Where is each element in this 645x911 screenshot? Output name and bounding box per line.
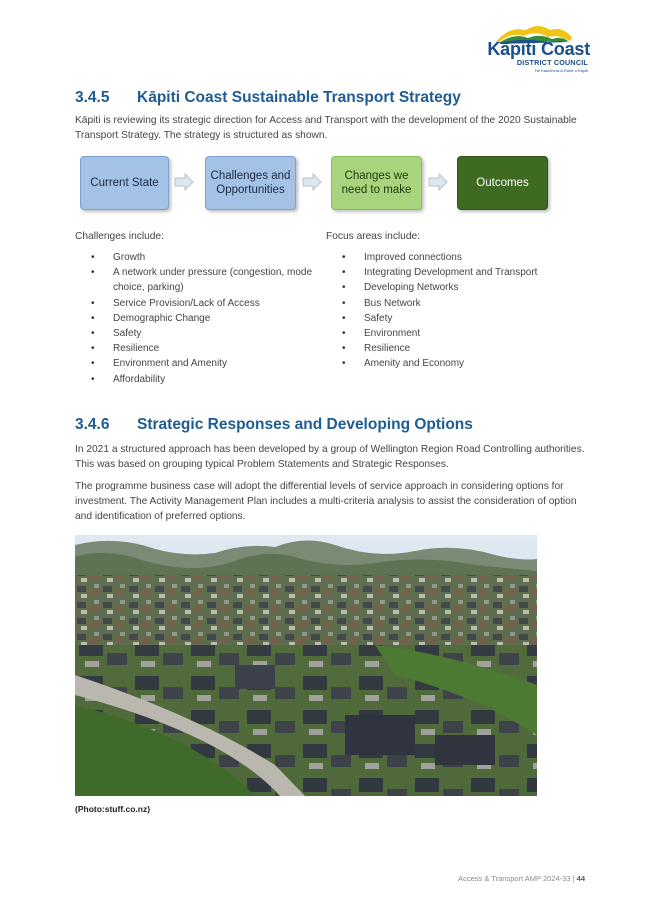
aerial-photo	[75, 535, 537, 796]
flow-step-outcomes: Outcomes	[457, 156, 548, 210]
flow-step-changes: Changes we need to make	[331, 156, 422, 210]
list-item: • Affordability	[75, 372, 330, 387]
section-paragraph-1: In 2021 a structured approach has been developed by a group of Wellington Region Road Controlling authorities. This was based on grouping typical Problem Statements and Strategic Responses.	[75, 444, 585, 470]
footer-doc-title: Access & Transport AMP 2024-33	[458, 874, 571, 883]
list-item: • Service Provision/Lack of Access	[75, 296, 330, 311]
list-item: • Environment	[326, 326, 591, 341]
section-title: Strategic Responses and Developing Options	[137, 416, 473, 433]
list-item: • Integrating Development and Transport	[326, 265, 591, 280]
list-item: • Amenity and Economy	[326, 356, 591, 371]
aerial-photo-image	[75, 535, 537, 796]
section-number: 3.4.5	[75, 89, 110, 106]
page-number: 44	[576, 874, 585, 883]
list-item: • A network under pressure (congestion, mode choice, parking)	[75, 265, 330, 295]
section-heading-346	[75, 415, 595, 435]
section-intro-text: Kāpiti is reviewing its strategic direction for Access and Transport with the development of the 2020 Sustainable Transport Strategy. The strategy is structured as shown.	[75, 115, 577, 141]
arrow-right-icon	[302, 173, 322, 191]
footer-separator: |	[572, 874, 575, 883]
focus-lead: Focus areas include:	[326, 231, 421, 242]
list-item: • Environment and Amenity	[75, 356, 330, 371]
arrow-right-icon	[428, 173, 448, 191]
flow-step-current-state: Current State	[80, 156, 169, 210]
list-item: • Developing Networks	[326, 280, 591, 295]
flow-step-challenges: Challenges and Opportunities	[205, 156, 296, 210]
logo-subtitle: DISTRICT COUNCIL	[516, 58, 588, 67]
logo-tagline: He Kaunihera ā-Rohe o Kāpiti	[534, 68, 588, 73]
list-item: • Bus Network	[326, 296, 591, 311]
section-heading-345	[75, 88, 595, 108]
challenges-lead: Challenges include:	[75, 231, 164, 242]
list-item: • Resilience	[75, 341, 330, 356]
arrow-right-icon	[174, 173, 194, 191]
list-item: • Safety	[326, 311, 591, 326]
list-item: • Resilience	[326, 341, 591, 356]
list-item: • Demographic Change	[75, 311, 330, 326]
challenges-list	[75, 250, 330, 387]
focus-list	[326, 250, 591, 372]
section-title: Kāpiti Coast Sustainable Transport Strategy	[137, 89, 461, 106]
section-number: 3.4.6	[75, 416, 110, 433]
list-item: • Improved connections	[326, 250, 591, 265]
page-footer	[380, 874, 585, 883]
list-item: • Safety	[75, 326, 330, 341]
list-item: • Growth	[75, 250, 330, 265]
section-paragraph-2: The programme business case will adopt the differential levels of service approach in considering options for investment. The Activity Management Plan includes a multi-criteria analysis to assist the consideration of option and identification of preferred options.	[75, 481, 577, 522]
photo-caption: (Photo:stuff.co.nz)	[75, 804, 151, 814]
logo-title: Kāpiti Coast	[487, 39, 590, 59]
